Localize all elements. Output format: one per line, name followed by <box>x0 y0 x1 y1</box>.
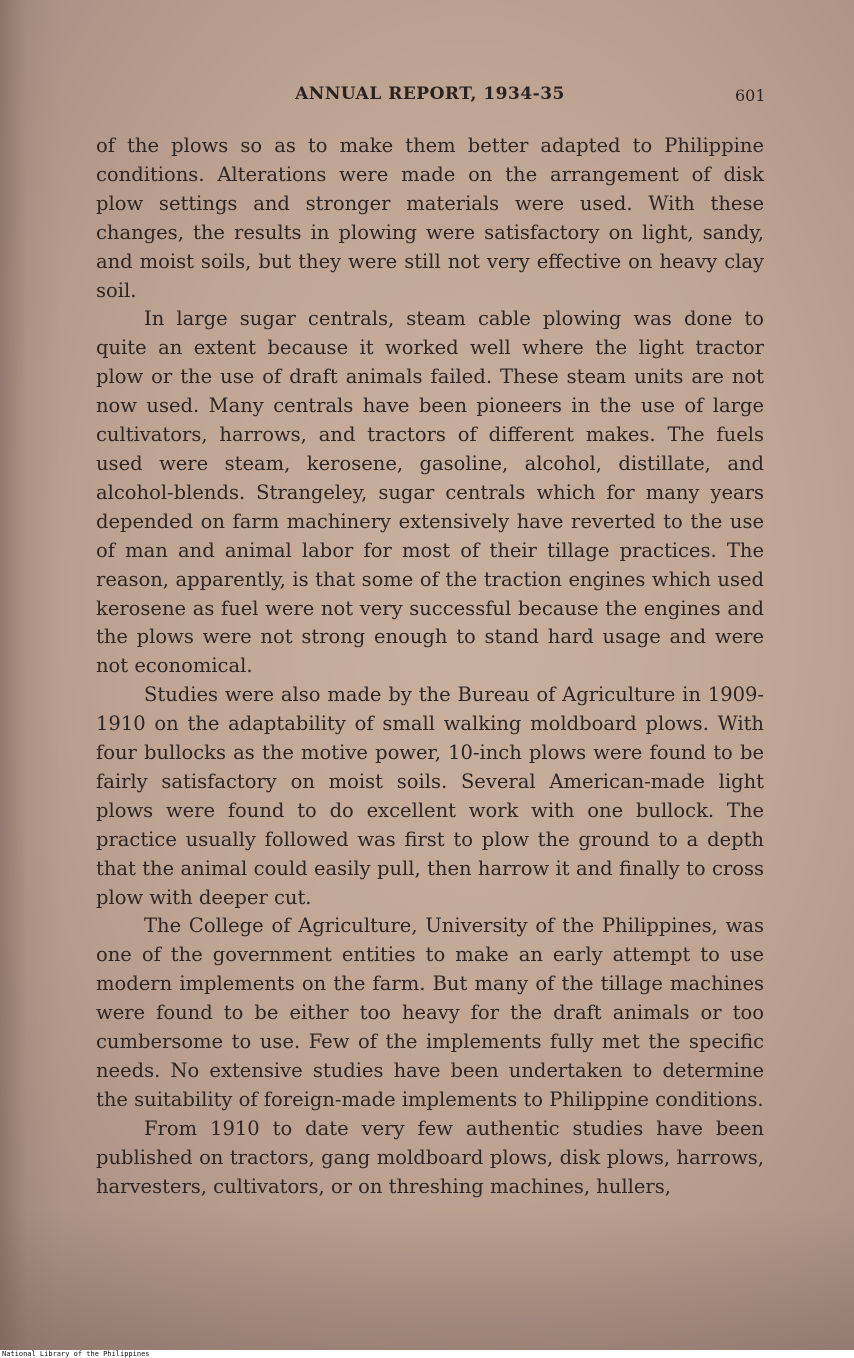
running-header: ANNUAL REPORT, 1934-35 <box>295 84 565 104</box>
paragraph-3: Studies were also made by the Bureau of Agriculture in 1909-1910 on the adaptability of small walking moldboard plows. With four bullocks as the motive power, 10-inch plows were found to be fairly satisfactory on moist soils. Several American-made light plows were found to do excellent work with one bullock. The practice usually followed was first to plow the ground to a depth that the animal could easily pull, then harrow it and finally to cross plow with deeper cut. <box>96 683 764 909</box>
paragraph-5: From 1910 to date very few authentic studies have been published on tractors, gang moldboard plows, disk plows, harrows, harvesters, cultivators, or on threshing machines, hullers, <box>96 1116 764 1198</box>
paragraph-4: The College of Agriculture, University of the Philippines, was one of the government entities to make an early attempt to use modern implements on the farm. But many of the tillage machines were found to be either too heavy for the draft animals or too cumbersome to use. Few of the implements fully met the specific needs. No extensive studies have been undertaken to determine the suitability of foreign-made implements to Philippine conditions. <box>96 914 764 1111</box>
page-bottom-shadow <box>0 1210 854 1350</box>
page-number: 601 <box>735 86 766 105</box>
paragraph-2: In large sugar centrals, steam cable plowing was done to quite an extent because it worked well where the light tractor plow or the use of draft animals failed. These steam units are not now used. Many centrals have been pioneers in the use of large cultivators, harrows, and tractors of different makes. The fuels used were steam, kerosene, gasoline, alcohol, distillate, and alcohol-blends. Strangeley, sugar centrals which for many years depended on farm machinery extensively have reverted to the use of man and animal labor for most of their tillage practices. The reason, apparently, is that some of the traction engines which used kerosene as fuel were not very successful because the engines and the plows were not strong enough to stand hard usage and were not economical. <box>96 307 764 678</box>
body-text <box>96 132 764 1202</box>
page-edge-shadow <box>0 0 60 1350</box>
library-credit: National Library of the Philippines <box>2 1350 150 1358</box>
paragraph-1: of the plows so as to make them better adapted to Philippine conditions. Alterations were made on the arrangement of disk plow settings and stronger materials were used. With these changes, the results in plowing were satisfactory on light, sandy, and moist soils, but they were still not very effective on heavy clay soil. <box>96 134 764 302</box>
